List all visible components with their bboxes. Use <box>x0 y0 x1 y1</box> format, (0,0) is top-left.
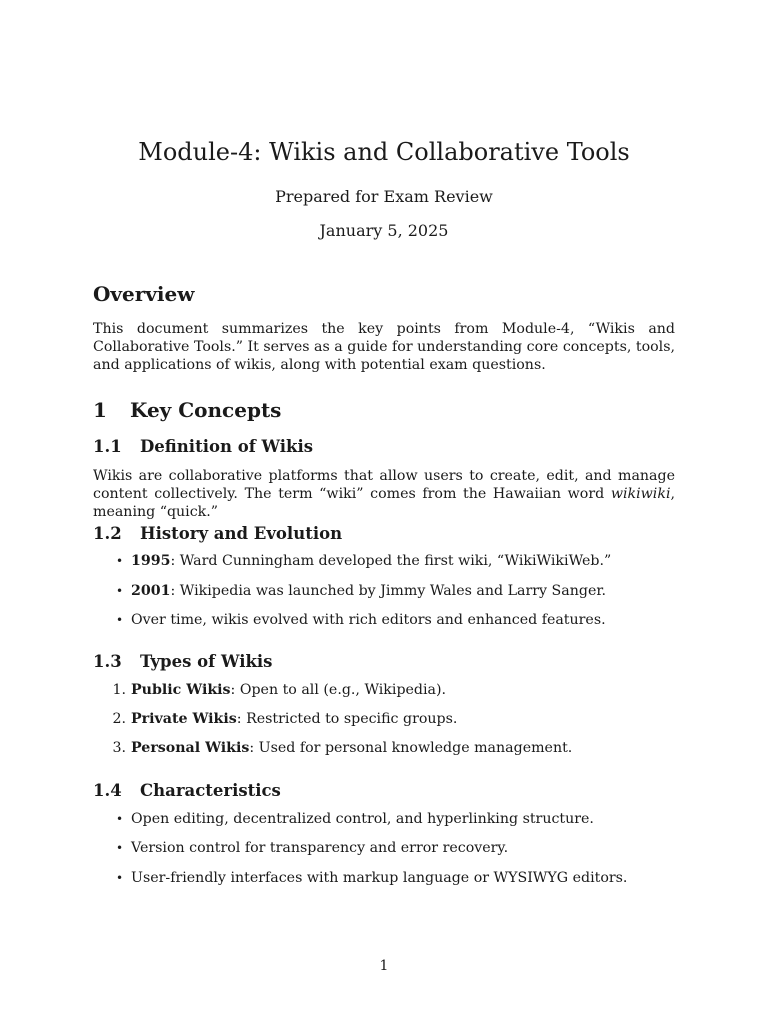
list-item-bold: 2001 <box>131 583 171 599</box>
overview-paragraph: This document summarizes the key points from Module-4, “Wikis and Collaborative Tools.” It serves as a guide for understanding core concepts, tools, and applications of wikis, along with potential exam questions. <box>93 321 675 373</box>
list-item <box>0 612 768 632</box>
list-item <box>0 711 768 731</box>
list-item <box>0 553 768 573</box>
subsection-title: Definition of Wikis <box>140 437 314 456</box>
bullet-icon: • <box>116 812 124 826</box>
list-item-text: : Wikipedia was launched by Jimmy Wales and Larry Sanger. <box>170 583 607 599</box>
list-item-text: : Used for personal knowledge management. <box>249 740 573 756</box>
list-item-number: 1. <box>112 682 126 698</box>
definition-text-end: , meaning “quick.” <box>93 486 675 520</box>
subsection-heading <box>93 652 272 671</box>
subsection-heading <box>93 781 281 800</box>
subsection-number: 1.2 <box>93 524 122 543</box>
list-item-number: 2. <box>112 711 126 727</box>
subsection-heading <box>93 437 313 456</box>
bullet-icon: • <box>116 613 124 627</box>
list-item <box>0 740 768 760</box>
list-item-text: User-friendly interfaces with markup language or WYSIWYG editors. <box>131 870 628 886</box>
list-item <box>0 682 768 702</box>
definition-emphasis: wikiwiki <box>610 486 671 502</box>
subsection-title: Types of Wikis <box>140 652 273 671</box>
definition-paragraph <box>93 467 675 521</box>
list-item-bold: 1995 <box>131 553 171 569</box>
subsection-number: 1.4 <box>93 781 122 800</box>
overview-heading: Overview <box>93 282 195 306</box>
subsection-number: 1.1 <box>93 437 122 456</box>
list-item-bold: Public Wikis <box>131 682 231 698</box>
section-title: Key Concepts <box>130 398 282 422</box>
list-item-text: : Restricted to specific groups. <box>236 711 458 727</box>
bullet-icon: • <box>116 554 124 568</box>
document-title: Module-4: Wikis and Collaborative Tools <box>138 138 630 166</box>
section-heading <box>93 398 281 422</box>
list-item-text: Open editing, decentralized control, and hyperlinking structure. <box>131 811 594 827</box>
list-item <box>0 811 768 831</box>
section-number: 1 <box>93 398 107 422</box>
subsection-title: History and Evolution <box>140 524 343 543</box>
subsection-heading <box>93 524 342 543</box>
list-item-number: 3. <box>112 740 126 756</box>
page-number: 1 <box>379 958 389 974</box>
subsection-title: Characteristics <box>140 781 281 800</box>
bullet-icon: • <box>116 871 124 885</box>
list-item-text: Over time, wikis evolved with rich editors and enhanced features. <box>131 612 606 628</box>
list-item-text: : Open to all (e.g., Wikipedia). <box>230 682 447 698</box>
list-item <box>0 840 768 860</box>
list-item <box>0 870 768 890</box>
document-subtitle: Prepared for Exam Review <box>275 187 493 206</box>
document-date: January 5, 2025 <box>319 221 449 240</box>
bullet-icon: • <box>116 841 124 855</box>
list-item-text: : Ward Cunningham developed the first wiki, “WikiWikiWeb.” <box>170 553 612 569</box>
subsection-number: 1.3 <box>93 652 122 671</box>
bullet-icon: • <box>116 584 124 598</box>
list-item-text: Version control for transparency and error recovery. <box>131 840 509 856</box>
list-item-bold: Private Wikis <box>131 711 237 727</box>
list-item-bold: Personal Wikis <box>131 740 250 756</box>
definition-text: Wikis are collaborative platforms that allow users to create, edit, and manage content collectively. The term “wiki” comes from the Hawaiian word <box>93 468 675 502</box>
list-item <box>0 583 768 603</box>
